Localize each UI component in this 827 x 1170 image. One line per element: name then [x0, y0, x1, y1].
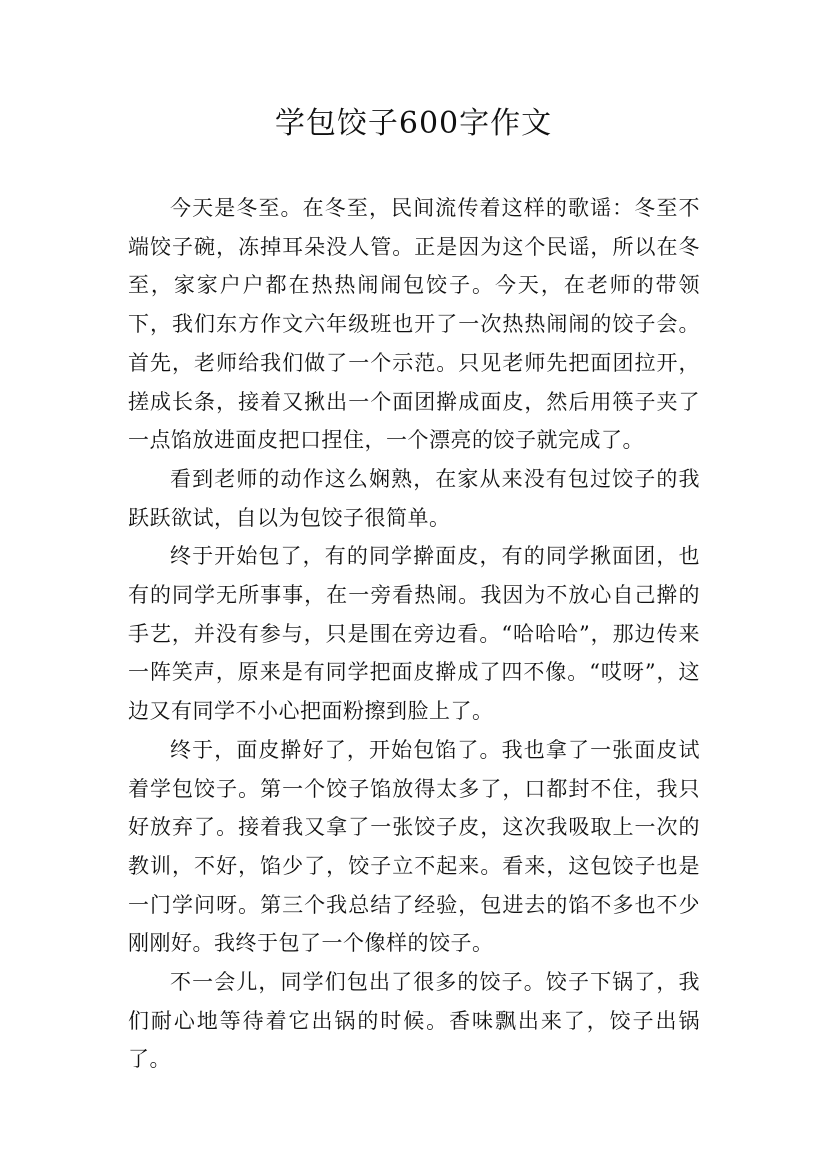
essay-body [128, 189, 700, 1079]
paragraph: 看到老师的动作这么娴熟，在家从来没有包过饺子的我跃跃欲试，自以为包饺子很简单。 [128, 466, 700, 530]
paragraph: 不一会儿，同学们包出了很多的饺子。饺子下锅了，我们耐心地等待着它出锅的时候。香味飘出来了，饺子出锅了。 [128, 970, 700, 1072]
paragraph: 今天是冬至。在冬至，民间流传着这样的歌谣：冬至不端饺子碗，冻掉耳朵没人管。正是因为这个民谣，所以在冬至，家家户户都在热热闹闹包饺子。今天，在老师的带领下，我们东方作文六年级班也开了一次热热闹闹的饺子会。首先，老师给我们做了一个示范。只见老师先把面团拉开，搓成长条，接着又揪出一个面团擀成面皮，然后用筷子夹了一点馅放进面皮把口捏住，一个漂亮的饺子就完成了。 [128, 196, 700, 453]
paragraph: 终于，面皮擀好了，开始包馅了。我也拿了一张面皮试着学包饺子。第一个饺子馅放得太多了，口都封不住，我只好放弃了。接着我又拿了一张饺子皮，这次我吸取上一次的教训，不好，馅少了，饺子立不起来。看来，这包饺子也是一门学问呀。第三个我总结了经验，包进去的馅不多也不少刚刚好。我终于包了一个像样的饺子。 [128, 737, 700, 956]
paragraph: 终于开始包了，有的同学擀面皮，有的同学揪面团，也有的同学无所事事，在一旁看热闹。我因为不放心自己擀的手艺，并没有参与，只是围在旁边看。“哈哈哈”，那边传来一阵笑声，原来是有同学把面皮擀成了四不像。“哎呀”，这边又有同学不小心把面粉擦到脸上了。 [128, 544, 700, 724]
page-title: 学包饺子600字作文 [274, 106, 553, 141]
